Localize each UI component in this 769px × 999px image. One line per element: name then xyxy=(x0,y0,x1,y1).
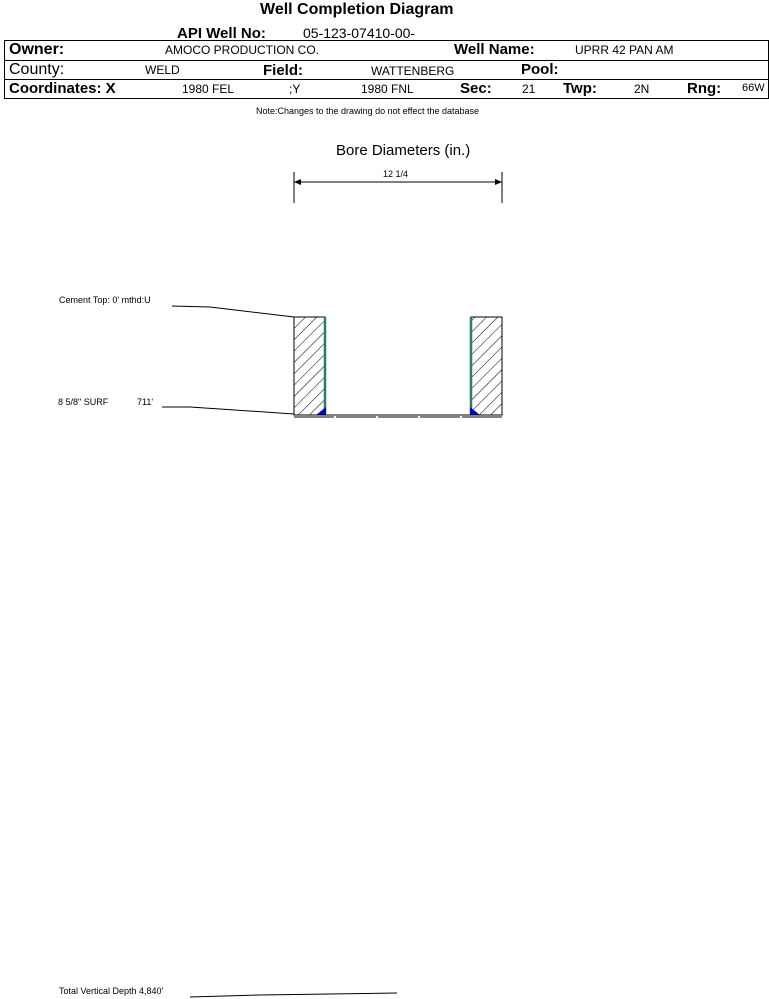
coord-y-value: 1980 FNL xyxy=(361,82,414,96)
sec-value: 21 xyxy=(522,82,536,96)
field-value: WATTENBERG xyxy=(371,64,455,78)
rng-label: Rng: xyxy=(687,80,722,97)
bore-diameters-title: Bore Diameters (in.) xyxy=(336,142,471,159)
arrow-right-icon xyxy=(495,179,502,185)
owner-label: Owner: xyxy=(9,41,65,58)
pool-label: Pool: xyxy=(521,61,559,78)
page-title: Well Completion Diagram xyxy=(260,1,454,18)
well-name-label: Well Name: xyxy=(454,41,535,58)
total-depth-leader xyxy=(190,993,397,997)
owner-value: AMOCO PRODUCTION CO. xyxy=(165,43,320,57)
total-depth-label: Total Vertical Depth 4,840' xyxy=(59,986,164,996)
cement-top-leader xyxy=(172,306,294,317)
bore-diameter-value: 12 1/4 xyxy=(383,169,409,179)
casing-leader xyxy=(162,407,294,414)
coord-y-label: ;Y xyxy=(289,82,301,96)
api-value: 05-123-07410-00- xyxy=(303,25,416,41)
api-label: API Well No: xyxy=(177,25,266,42)
sec-label: Sec: xyxy=(460,80,492,97)
cement-left xyxy=(294,317,325,415)
arrow-left-icon xyxy=(294,179,301,185)
cement-right xyxy=(471,317,502,415)
database-note: Note:Changes to the drawing do not effect the database xyxy=(256,106,479,116)
cement-top-label: Cement Top: 0' mthd:U xyxy=(59,295,151,305)
field-label: Field: xyxy=(263,62,303,79)
twp-value: 2N xyxy=(634,82,650,96)
county-value: WELD xyxy=(145,63,180,77)
coord-x-value: 1980 FEL xyxy=(182,82,235,96)
rng-value: 66W xyxy=(742,82,765,94)
casing-depth-label: 711' xyxy=(137,397,154,407)
casing-label: 8 5/8" SURF xyxy=(58,397,109,407)
county-label: County: xyxy=(9,61,65,78)
twp-label: Twp: xyxy=(563,80,597,97)
coordinates-label: Coordinates: X xyxy=(9,80,116,97)
well-name-value: UPRR 42 PAN AM xyxy=(575,43,674,57)
